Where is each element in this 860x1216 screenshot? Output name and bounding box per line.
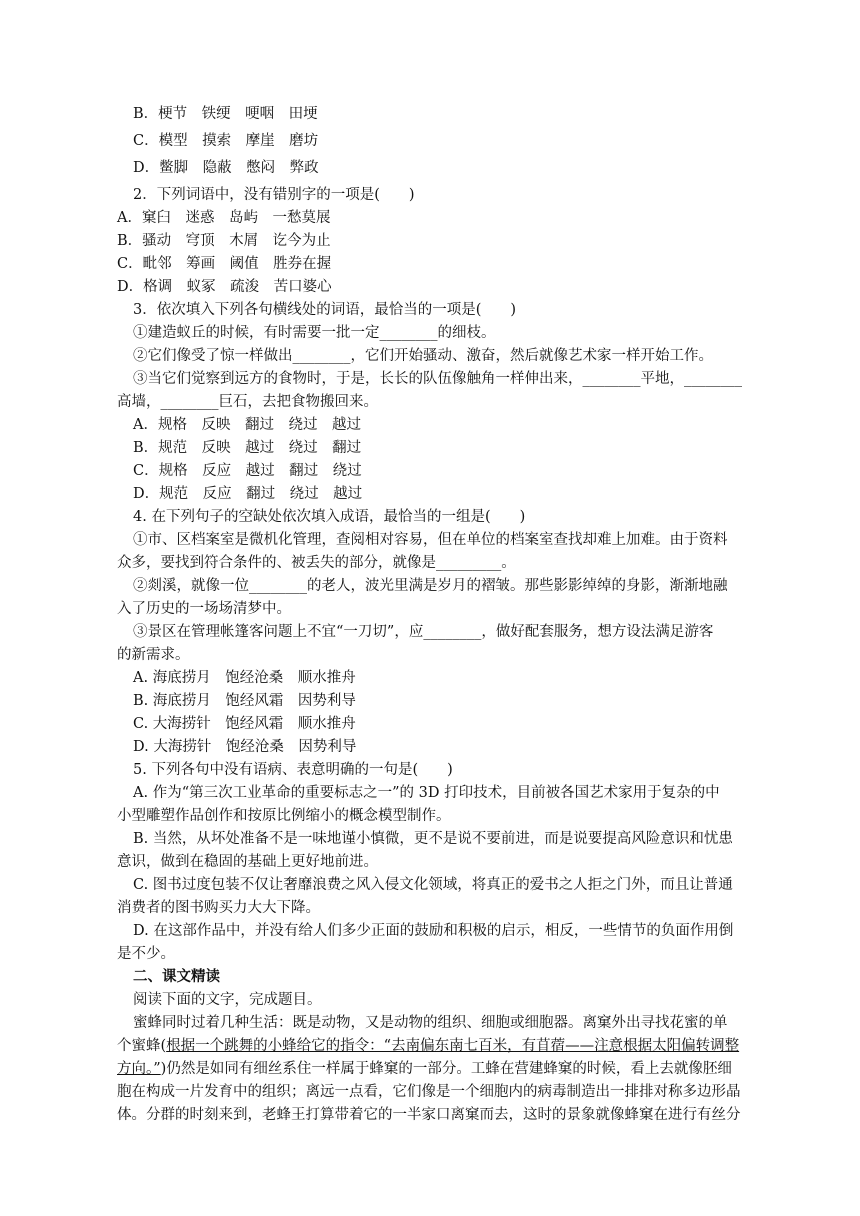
- q5-option-b-line1: B. 当然，从坏处准备不是一味地谨小慎微，更不是说不要前进，而是说要提高风险意识和忧患: [133, 831, 733, 847]
- q5-option-d-line1: D. 在这部作品中，并没有给人们多少正面的鼓励和积极的启示，相反，一些情节的负面作用倒: [133, 923, 734, 939]
- q2-stem: 2．下列词语中，没有错别字的一项是( ): [133, 187, 415, 203]
- q3-option-c: C．规格 反应 越过 翻过 绕过: [133, 463, 362, 479]
- q1-option-d: D．鳖脚 隐蔽 憋闷 弊政: [133, 160, 319, 176]
- q3-sentence-1: ①建造蚁丘的时候，有时需要一批一定________的细枝。: [133, 325, 496, 341]
- q4-sentence-2b: 入了历史的一场场清梦中。: [117, 601, 291, 617]
- q5-option-b-line2: 意识，做到在稳固的基础上更好地前进。: [117, 854, 378, 870]
- q3-option-d: D．规范 反应 翻过 绕过 越过: [133, 486, 363, 502]
- q5-option-c-line2: 消费者的图书购买力大大下降。: [117, 900, 320, 916]
- q3-option-a: A．规格 反映 翻过 绕过 越过: [133, 417, 361, 433]
- passage-line-4: 胞在构成一片发育中的组织；离远一点看，它们像是一个细胞内的病毒制造出一排排对称多边形晶: [117, 1084, 741, 1100]
- underlined-phrase: 根据一个跳舞的小蜂给它的指令：“去南偏东南七百米，有苜蓿——注意根据太阳偏转调整: [166, 1038, 740, 1054]
- q3-sentence-3b: 高墙，________巨石，去把食物搬回来。: [117, 394, 378, 410]
- underlined-phrase-end: 方向。”: [117, 1061, 161, 1077]
- passage-line-5: 体。分群的时刻来到，老蜂王打算带着它的一半家口离窠而去，这时的景象就像蜂窠在进行有丝分: [117, 1107, 741, 1123]
- q4-option-c: C. 大海捞针 饱经风霜 顺水推舟: [133, 716, 356, 732]
- passage-line-1: 蜜蜂同时过着几种生活：既是动物，又是动物的组织、细胞或细胞器。离窠外出寻找花蜜的单: [133, 1015, 728, 1031]
- q4-sentence-1b: 众多，要找到符合条件的、被丢失的部分，就像是_________。: [117, 555, 516, 571]
- passage-line-2: 个蜜蜂(根据一个跳舞的小蜂给它的指令：“去南偏东南七百米，有苜蓿——注意根据太阳偏转调整: [117, 1038, 740, 1054]
- q5-option-a-line2: 小型雕塑作品创作和按原比例缩小的概念模型制作。: [117, 808, 451, 824]
- q4-stem: 4. 在下列句子的空缺处依次填入成语，最恰当的一组是( ): [133, 509, 526, 525]
- q4-sentence-3a: ③景区在管理帐篷客问题上不宜“一刀切”，应________，做好配套服务，想方设法满足游客: [133, 624, 714, 640]
- q5-option-d-line2: 是不少。: [117, 946, 175, 962]
- q2-option-c: C．毗邻 筹画 阈值 胜券在握: [117, 256, 332, 272]
- q4-sentence-2a: ②剡溪，就像一位________的老人，波光里满是岁月的褶皱。那些影影绰绰的身影，渐渐地融: [133, 578, 728, 594]
- q4-sentence-1a: ①市、区档案室是微机化管理，查阅相对容易，但在单位的档案室查找却难上加难。由于资料: [133, 532, 728, 548]
- q2-option-d: D．格调 蚁冢 疏浚 苦口婆心: [117, 279, 332, 295]
- q5-option-a-line1: A. 作为“第三次工业革命的重要标志之一”的 3D 打印技术，目前被各国艺术家用于复杂的中: [133, 785, 720, 801]
- section-intro: 阅读下面的文字，完成题目。: [133, 992, 322, 1008]
- q4-option-d: D. 大海捞针 饱经沧桑 因势利导: [133, 739, 357, 755]
- q3-sentence-3a: ③当它们觉察到远方的食物时，于是，长长的队伍像触角一样伸出来，________平地，________: [133, 371, 742, 387]
- q4-option-b: B. 海底捞月 饱经风霜 因势利导: [133, 693, 356, 709]
- q5-stem: 5. 下列各句中没有语病、表意明确的一句是( ): [133, 762, 453, 778]
- q2-option-a: A．窠臼 迷惑 岛屿 一愁莫展: [117, 210, 331, 226]
- section-heading: 二、课文精读: [133, 968, 220, 985]
- q3-sentence-2: ②它们像受了惊一样做出________，它们开始骚动、激奋，然后就像艺术家一样开始工作。: [133, 348, 713, 364]
- q3-stem: 3．依次填入下列各句横线处的词语，最恰当的一项是( ): [133, 302, 517, 318]
- q1-option-b: B．梗节 铁绠 哽咽 田埂: [133, 106, 318, 122]
- q5-option-c-line1: C. 图书过度包装不仅让奢靡浪费之风入侵文化领域，将真正的爱书之人拒之门外，而且让普通: [133, 877, 733, 893]
- q4-sentence-3b: 的新需求。: [117, 647, 190, 663]
- q3-option-b: B．规范 反映 越过 绕过 翻过: [133, 440, 362, 456]
- passage-line-3: 方向。”)仍然是如同有细丝系住一样属于蜂窠的一部分。工蜂在营建蜂窠的时候，看上去就像胚细: [117, 1061, 732, 1077]
- q4-option-a: A. 海底捞月 饱经沧桑 顺水推舟: [133, 670, 356, 686]
- q2-option-b: B．骚动 穹顶 木屑 讫今为止: [117, 233, 331, 249]
- q1-option-c: C．模型 摸索 摩崖 磨坊: [133, 133, 319, 149]
